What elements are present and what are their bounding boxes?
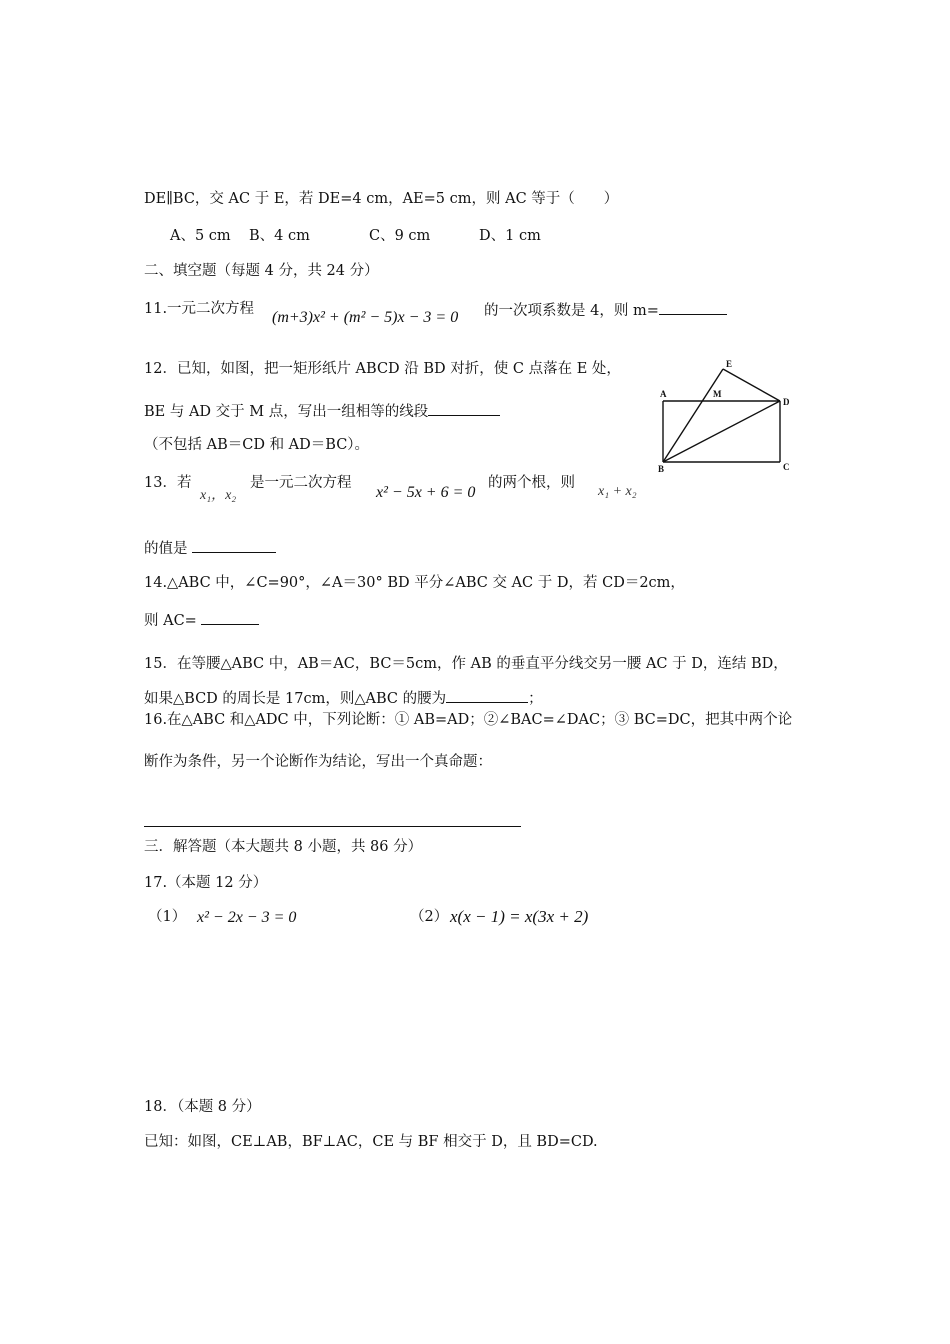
q12-line3: （不包括 AB＝CD 和 AD＝BC）。 xyxy=(144,437,370,453)
q13-line2 xyxy=(144,538,276,558)
label-b: B xyxy=(658,464,665,474)
q15-line2-end: ； xyxy=(528,691,543,707)
edge-ed xyxy=(723,369,780,401)
q12-line2 xyxy=(144,401,500,421)
q12-line1: 12．已知，如图，把一矩形纸片 ABCD 沿 BD 对折，使 C 点落在 E 处， xyxy=(144,361,621,377)
q17-part2-equation: x(x − 1) = x(3x + 2) xyxy=(450,907,589,926)
q13-line2-text: 的值是 xyxy=(144,541,188,557)
q12-figure xyxy=(655,355,800,475)
q11-suffix xyxy=(484,300,727,320)
q13-suffix: 的两个根，则 xyxy=(488,475,575,491)
q14-line1: 14.△ABC 中，∠C=90°，∠A＝30° BD 平分∠ABC 交 AC 于 D，若 CD＝2cm， xyxy=(144,575,685,591)
label-e: E xyxy=(726,359,733,369)
q13-answer-blank xyxy=(192,538,276,553)
edge-be xyxy=(663,369,723,462)
q15-answer-blank xyxy=(446,688,528,703)
q11-equation: (m+3)x² + (m² − 5)x − 3 = 0 xyxy=(272,309,459,326)
q16-answer-line xyxy=(144,826,521,827)
edge-bd xyxy=(663,401,780,462)
q14-answer-blank xyxy=(201,610,259,625)
section2-title: 二、填空题（每题 4 分，共 24 分） xyxy=(144,263,379,279)
q13-roots: x₁，x₂ xyxy=(200,488,237,503)
q12-line2-text: BE 与 AD 交于 M 点，写出一组相等的线段 xyxy=(144,404,429,420)
q13-expression: x₁ + x₂ xyxy=(598,484,637,499)
q15-line2-text: 如果△BCD 的周长是 17cm，则△ABC 的腰为 xyxy=(144,691,447,707)
q12-answer-blank xyxy=(428,401,500,416)
section3-title: 三．解答题（本大题共 8 小题，共 86 分） xyxy=(144,839,423,855)
q18-title: 18．（本题 8 分） xyxy=(144,1099,261,1115)
q17-part1-equation: x² − 2x − 3 = 0 xyxy=(197,909,297,926)
q17-part1-label: （1） xyxy=(148,909,187,925)
label-d: D xyxy=(783,397,790,407)
q13-middle: 是一元二次方程 xyxy=(250,475,352,491)
q11-prefix: 11.一元二次方程 xyxy=(144,301,255,317)
q17-title: 17.（本题 12 分） xyxy=(144,875,268,891)
label-a: A xyxy=(660,389,667,399)
q13-equation: x² − 5x + 6 = 0 xyxy=(376,484,476,501)
q10-option-b: B、4 cm xyxy=(249,228,310,244)
q15-line1: 15．在等腰△ABC 中，AB＝AC，BC＝5cm，作 AB 的垂直平分线交另一腰 AC 于 D，连结 BD， xyxy=(144,656,788,672)
label-c: C xyxy=(783,462,790,472)
q16-line1: 16.在△ABC 和△ADC 中，下列论断：① AB=AD；②∠BAC=∠DAC；③ BC=DC，把其中两个论 xyxy=(144,712,793,728)
q13-prefix: 13．若 xyxy=(144,475,192,491)
q18-line1: 已知：如图，CE⊥AB，BF⊥AC，CE 与 BF 相交于 D，且 BD=CD. xyxy=(144,1134,598,1150)
q10-option-a: A、5 cm xyxy=(170,228,231,244)
q10-text: DE∥BC，交 AC 于 E，若 DE=4 cm，AE=5 cm，则 AC 等于（ ） xyxy=(144,191,619,207)
q10-option-d: D、1 cm xyxy=(479,228,541,244)
label-m: M xyxy=(713,389,722,399)
q10-option-c: C、9 cm xyxy=(369,228,431,244)
q16-line2: 断作为条件，另一个论断作为结论，写出一个真命题： xyxy=(144,754,492,770)
q17-part2-label: （2） xyxy=(410,909,449,925)
q11-suffix-text: 的一次项系数是 4，则 m= xyxy=(484,303,659,319)
q14-line2-text: 则 AC= xyxy=(144,613,197,629)
q11-answer-blank xyxy=(659,300,727,315)
q15-line2 xyxy=(144,688,543,708)
q14-line2 xyxy=(144,610,259,630)
